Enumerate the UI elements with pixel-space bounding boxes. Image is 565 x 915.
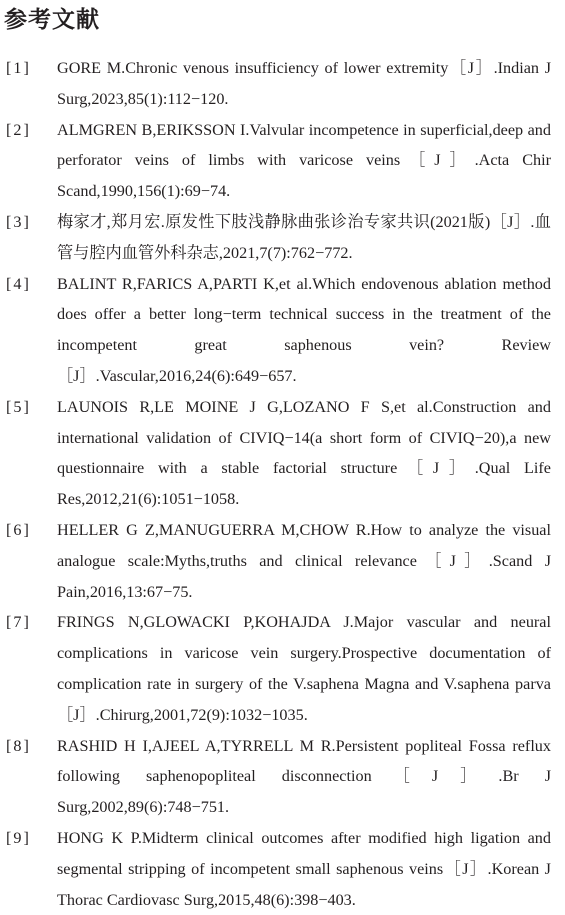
reference-text: ALMGREN B,ERIKSSON I.Valvular incompetence in superficial,deep and perforator veins of limbs with varicose veins［J］.Acta Chir Scand,1990,156(1):69−74. [57, 120, 551, 201]
reference-item [0, 207, 565, 269]
reference-number: [3] [6, 212, 31, 231]
reference-item [0, 731, 565, 823]
reference-number: [4] [6, 274, 31, 293]
reference-item [0, 823, 565, 915]
reference-number: [2] [6, 120, 31, 139]
reference-item [0, 607, 565, 730]
reference-list [0, 53, 565, 915]
section-title: 参考文献 [4, 7, 100, 33]
reference-number: [7] [6, 613, 31, 632]
reference-text: HELLER G Z,MANUGUERRA M,CHOW R.How to analyze the visual analogue scale:Myths,truths and clinical relevance［J］.Scand J Pain,2016,13:67−75. [57, 520, 551, 601]
reference-item [0, 53, 565, 115]
reference-item [0, 269, 565, 392]
reference-number: [6] [6, 520, 31, 539]
reference-text: RASHID H I,AJEEL A,TYRRELL M R.Persistent popliteal Fossa reflux following saphenopopliteal disconnection［J］.Br J Surg,2002,89(6):748−751. [57, 736, 551, 817]
reference-text: HONG K P.Midterm clinical outcomes after modified high ligation and segmental stripping of incompetent small saphenous veins［J］.Korean J Thorac Cardiovasc Surg,2015,48(6):398−403. [57, 828, 551, 909]
reference-text: 梅家才,郑月宏.原发性下肢浅静脉曲张诊治专家共识(2021版)［J］.血管与腔内血管外科杂志,2021,7(7):762−772. [57, 212, 551, 262]
reference-text: BALINT R,FARICS A,PARTI K,et al.Which endovenous ablation method does offer a better long−term technical success in the treatment of the incompetent great saphenous vein? Review［J］.Vascular,2016,24(6):649−657. [57, 274, 551, 385]
reference-number: [1] [6, 59, 31, 77]
reference-item [0, 392, 565, 515]
reference-text: GORE M.Chronic venous insufficiency of lower extremity［J］.Indian J Surg,2023,85(1):112−120. [57, 59, 551, 108]
reference-item [0, 115, 565, 207]
reference-number: [5] [6, 397, 31, 416]
reference-item [0, 515, 565, 607]
reference-text: LAUNOIS R,LE MOINE J G,LOZANO F S,et al.Construction and international validation of CIVIQ−14(a short form of CIVIQ−20),a new questionnaire with a stable factorial structure［J］.Qual Life Res,2012,21(6):1051−1058. [57, 397, 551, 509]
reference-number: [9] [6, 828, 31, 847]
reference-text: FRINGS N,GLOWACKI P,KOHAJDA J.Major vascular and neural complications in varicose vein surgery.Prospective documentation of complication rate in surgery of the V.saphena Magna and V.saphena parva［J］.Chirurg,2001,72(9):1032−1035. [57, 613, 551, 724]
reference-number: [8] [6, 736, 31, 755]
